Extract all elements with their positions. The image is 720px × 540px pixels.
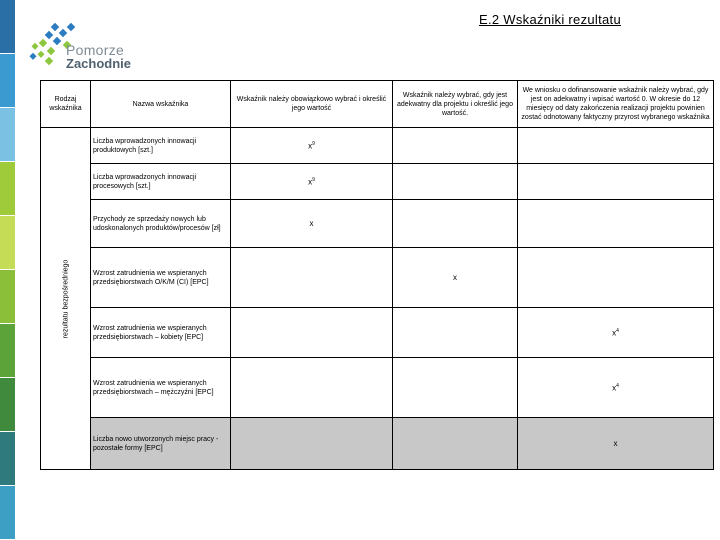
indicator-mark: x	[309, 219, 314, 228]
indicator-kind-label: rezultatu bezpośredniego	[62, 259, 69, 338]
indicator-mark-cell	[231, 200, 393, 248]
table-row	[41, 248, 714, 308]
indicators-table	[40, 80, 714, 470]
logo-mark	[67, 23, 75, 31]
table-row	[41, 164, 714, 200]
logo-mark	[53, 37, 61, 45]
indicator-name: Liczba wprowadzonych innowacji procesowych [szt.]	[91, 164, 231, 200]
footnote-ref: 4	[616, 328, 619, 335]
sidebar-segment	[0, 216, 15, 270]
indicator-mark-cell	[231, 418, 393, 470]
indicator-mark-cell	[231, 308, 393, 358]
logo-mark	[51, 23, 59, 31]
indicator-name: Wzrost zatrudnienia we wspieranych przedsiębiorstwach O/K/M (CI) [EPC]	[91, 248, 231, 308]
indicator-mark: x	[612, 328, 617, 338]
indicator-mark: x	[453, 273, 457, 282]
indicator-mark-cell	[518, 248, 714, 308]
indicator-mark-cell	[518, 164, 714, 200]
indicator-mark: x	[613, 439, 618, 448]
logo-mark	[45, 57, 53, 65]
indicator-mark-cell	[518, 308, 714, 358]
table-row	[41, 418, 714, 470]
indicator-name: Liczba nowo utworzonych miejsc pracy - pozostałe formy [EPC]	[91, 418, 231, 470]
indicator-name: Przychody ze sprzedaży nowych lub udoskonalonych produktów/procesów [zł]	[91, 200, 231, 248]
table-row	[41, 200, 714, 248]
indicator-mark-cell	[393, 358, 518, 418]
logo-mark	[39, 39, 47, 47]
logo-mark	[37, 51, 44, 58]
header-kind: Rodzaj wskaźnika	[41, 81, 91, 128]
footnote-ref: 9	[312, 141, 315, 148]
header-name: Nazwa wskaźnika	[91, 81, 231, 128]
sidebar-segment	[0, 0, 15, 54]
logo-text-zachodnie: Zachodnie	[66, 56, 132, 71]
indicator-name: Liczba wprowadzonych innowacji produktowych [szt.]	[91, 128, 231, 164]
indicator-name: Wzrost zatrudnienia we wspieranych przedsiębiorstwach – mężczyźni [EPC]	[91, 358, 231, 418]
indicator-mark-cell	[518, 200, 714, 248]
table-row	[41, 308, 714, 358]
indicator-mark-cell	[393, 418, 518, 470]
indicator-mark: x	[612, 383, 617, 393]
indicator-kind-cell	[41, 128, 91, 470]
table-row	[41, 358, 714, 418]
indicator-mark-cell	[231, 128, 393, 164]
logo-mark	[31, 43, 38, 50]
logo-mark	[45, 31, 53, 39]
logo-mark	[47, 47, 55, 55]
logo-text-pomorze: Pomorze	[66, 42, 125, 58]
logo-mark	[29, 53, 36, 60]
indicator-mark-cell	[518, 128, 714, 164]
indicator-name: Wzrost zatrudnienia we wspieranych przedsiębiorstwach – kobiety [EPC]	[91, 308, 231, 358]
indicator-mark: x	[308, 177, 313, 187]
indicator-mark-cell	[518, 418, 714, 470]
logo-mark	[59, 29, 67, 37]
sidebar-segment	[0, 324, 15, 378]
indicator-mark-cell	[393, 200, 518, 248]
page-title: E.2 Wskaźniki rezultatu	[478, 12, 621, 27]
indicator-mark-cell	[231, 358, 393, 418]
sidebar-segment	[0, 54, 15, 108]
footnote-ref: 4	[616, 383, 619, 390]
indicator-mark: x	[308, 141, 313, 151]
sidebar-segment	[0, 432, 15, 486]
sidebar-stripe	[0, 0, 15, 540]
sidebar-segment	[0, 108, 15, 162]
footnote-ref: 9	[312, 177, 315, 184]
table-body	[41, 128, 714, 470]
indicator-mark-cell	[393, 308, 518, 358]
sidebar-segment	[0, 378, 15, 432]
header-adequate: Wskaźnik należy wybrać, gdy jest adekwatny dla projektu i określić jego wartość.	[393, 81, 518, 128]
indicator-mark-cell	[393, 128, 518, 164]
table-header-row	[41, 81, 714, 128]
sidebar-segment	[0, 162, 15, 216]
indicator-mark-cell	[393, 248, 518, 308]
table-row	[41, 128, 714, 164]
indicator-mark-cell	[231, 248, 393, 308]
sidebar-segment	[0, 486, 15, 540]
header-obligatory: Wskaźnik należy obowiązkowo wybrać i określić jego wartość	[231, 81, 393, 128]
sidebar-segment	[0, 270, 15, 324]
header-zero-value: We wniosku o dofinansowanie wskaźnik należy wybrać, gdy jest on adekwatny i wpisać wartość 0. W okresie do 12 miesięcy od daty zakończenia realizacji projektu powinien zostać odnotowany faktyczny przyrost wybranego wskaźnika	[518, 81, 714, 128]
indicator-mark-cell	[518, 358, 714, 418]
indicator-mark-cell	[231, 164, 393, 200]
indicator-mark-cell	[393, 164, 518, 200]
